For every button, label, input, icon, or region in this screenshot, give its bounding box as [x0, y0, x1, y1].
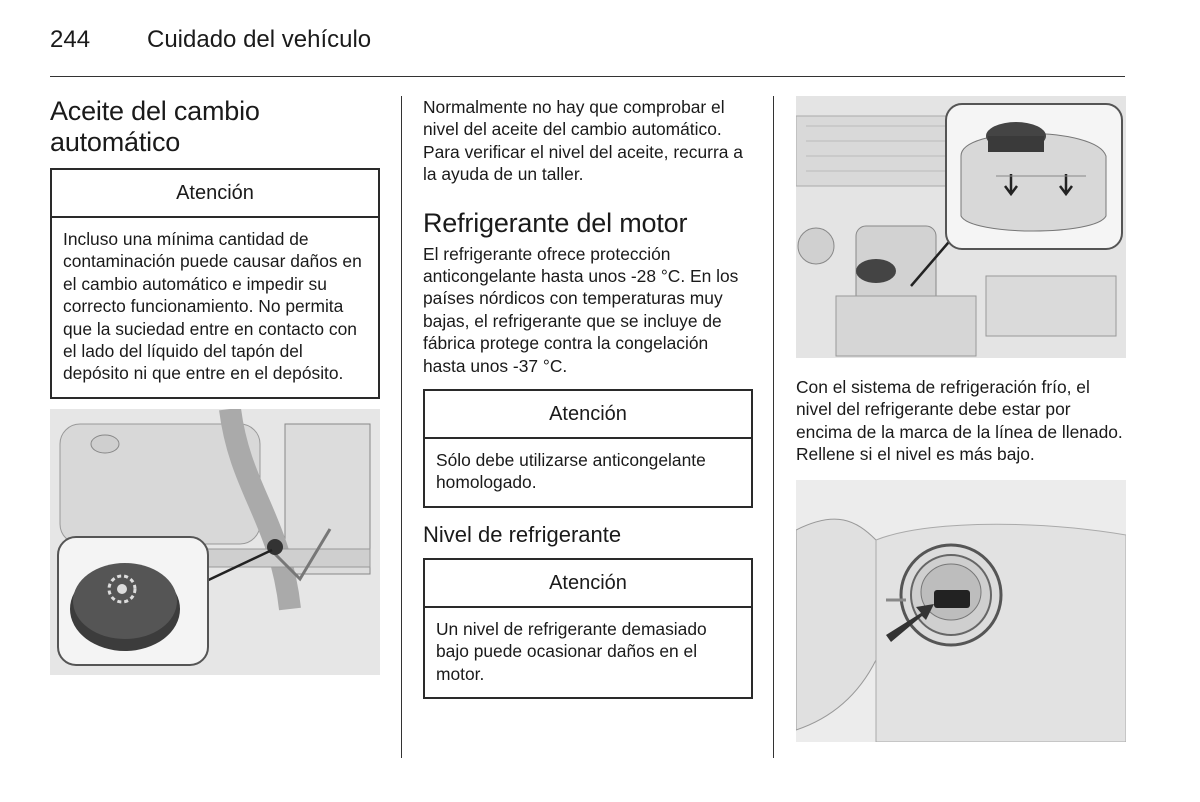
- right-column: [796, 96, 1126, 742]
- section-heading: Aceite del cambio automático: [50, 96, 260, 157]
- attention-box: [50, 168, 380, 399]
- section-title: Cuidado del vehículo: [147, 26, 372, 53]
- transmission-fluid-cap-illustration: [50, 409, 380, 675]
- coolant-reservoir-illustration: [796, 96, 1126, 358]
- attention-label: Atención: [425, 391, 751, 439]
- page-header: [50, 26, 1125, 77]
- attention-label: Atención: [425, 560, 751, 608]
- attention-box: [423, 558, 753, 699]
- subsection-heading: Nivel de refrigerante: [423, 521, 622, 547]
- coolant-filler-neck-illustration: [796, 480, 1126, 742]
- intro-paragraph: Normalmente no hay que comprobar el nivel del aceite del cambio automático. Para verificar el nivel del aceite, recurra a la ayuda de un taller.: [423, 97, 743, 185]
- section-heading: Refrigerante del motor: [423, 207, 688, 238]
- attention-label: Atención: [52, 170, 378, 218]
- attention-text: Incluso una mínima cantidad de contaminación puede causar daños en el cambio automático e impedir su correcto funcionamiento. No permita que la suciedad entre en contacto con el lado del líquido del tapón del depósito ni que entre en el depósito.: [63, 229, 362, 384]
- column-divider: [401, 96, 402, 758]
- attention-text: Sólo debe utilizarse anticongelante homologado.: [436, 450, 706, 493]
- page-number: 244: [50, 26, 91, 53]
- attention-text: Un nivel de refrigerante demasiado bajo puede ocasionar daños en el motor.: [436, 618, 707, 684]
- body-paragraph: Con el sistema de refrigeración frío, el nivel del refrigerante debe estar por encima de la marca de la línea de llenado. Rellene si el nivel es más bajo.: [796, 377, 1123, 465]
- attention-box: [423, 389, 753, 508]
- middle-column: [423, 96, 753, 699]
- body-paragraph: El refrigerante ofrece protección anticongelante hasta unos -28 °C. En los países nórdicos con temperaturas muy bajas, el refrigerante que se incluye de fábrica protege contra la congelación hasta unos -37 °C.: [423, 243, 739, 376]
- left-column: [50, 96, 380, 675]
- column-divider: [773, 96, 774, 758]
